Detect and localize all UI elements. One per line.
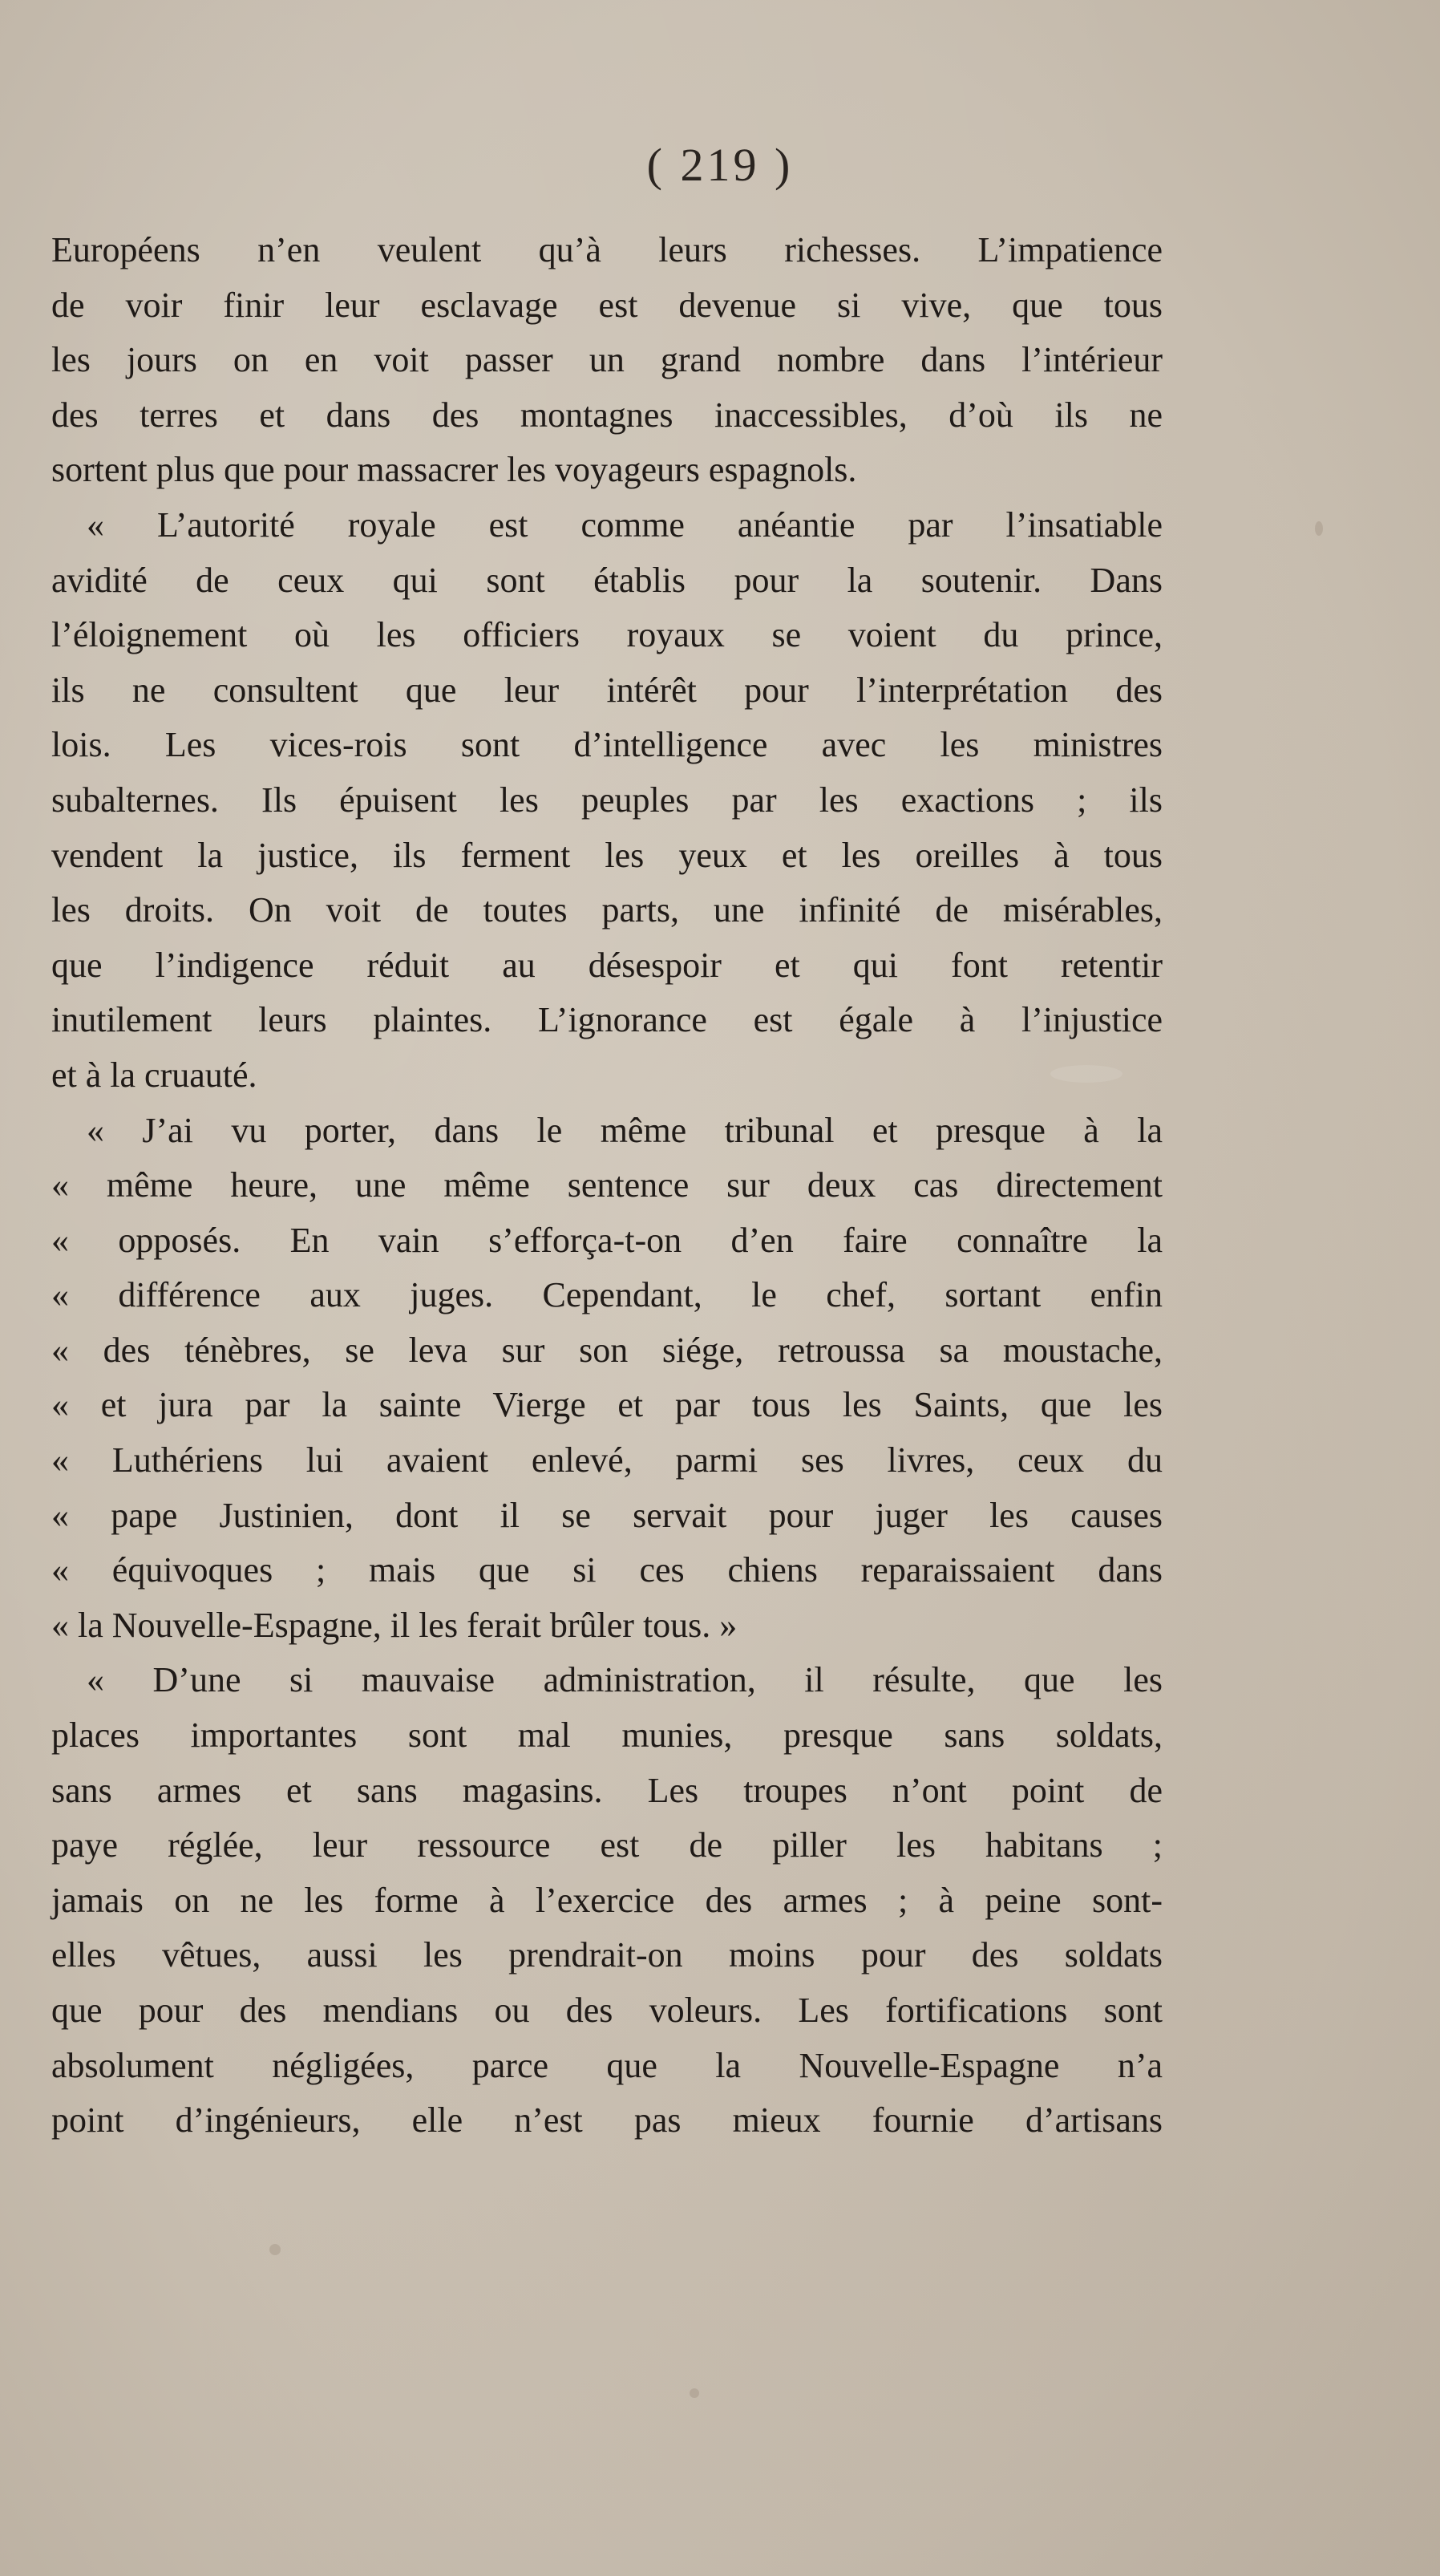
text-line: que pour des mendians ou des voleurs. Les fortifications sont — [51, 1991, 1163, 2030]
text-line: Européens n’en veulent qu’à leurs richesses. L’impatience — [51, 230, 1163, 269]
page-number: ( 219 ) — [646, 139, 794, 191]
text-line: ils ne consultent que leur intérêt pour l’interprétation des — [51, 670, 1163, 710]
text-line: « opposés. En vain s’efforça-t-on d’en faire connaître la — [51, 1220, 1163, 1260]
text-line: « des ténèbres, se leva sur son siége, retroussa sa moustache, — [51, 1330, 1163, 1370]
paper-stain — [1315, 521, 1323, 536]
text-line: absolument négligées, parce que la Nouvelle-Espagne n’a — [51, 2045, 1163, 2085]
text-line: et à la cruauté. — [51, 1055, 257, 1095]
text-line: « Luthériens lui avaient enlevé, parmi ses livres, ceux du — [51, 1440, 1163, 1480]
text-line: jamais on ne les forme à l’exercice des armes ; à peine sont- — [51, 1880, 1163, 1920]
text-line: inutilement leurs plaintes. L’ignorance est égale à l’injustice — [51, 1000, 1163, 1040]
text-line: sans armes et sans magasins. Les troupes n’ont point de — [51, 1770, 1163, 1810]
text-line: « différence aux juges. Cependant, le chef, sortant enfin — [51, 1275, 1163, 1315]
text-line: « L’autorité royale est comme anéantie par l’insatiable — [87, 504, 1163, 545]
text-line: que l’indigence réduit au désespoir et qui font retentir — [51, 945, 1163, 985]
text-line: paye réglée, leur ressource est de piller les habitans ; — [51, 1825, 1163, 1865]
text-line: lois. Les vices-rois sont d’intelligence avec les ministres — [51, 725, 1163, 765]
text-line: les droits. On voit de toutes parts, une infinité de misérables, — [51, 890, 1163, 930]
text-line: subalternes. Ils épuisent les peuples par les exactions ; ils — [51, 780, 1163, 820]
text-line: « D’une si mauvaise administration, il résulte, que les — [87, 1660, 1163, 1700]
text-line: l’éloignement où les officiers royaux se voient du prince, — [51, 615, 1163, 655]
text-line: « même heure, une même sentence sur deux cas directement — [51, 1165, 1163, 1205]
text-line: « et jura par la sainte Vierge et par tous les Saints, que les — [51, 1385, 1163, 1425]
text-line: sortent plus que pour massacrer les voyageurs espagnols. — [51, 450, 857, 490]
text-line: de voir finir leur esclavage est devenue si vive, que tous — [51, 285, 1163, 325]
text-line: elles vêtues, aussi les prendrait-on moins pour des soldats — [51, 1935, 1163, 1975]
text-line: « J’ai vu porter, dans le même tribunal et presque à la — [87, 1110, 1163, 1150]
paper-stain — [269, 2244, 281, 2255]
text-line: « la Nouvelle-Espagne, il les ferait brûler tous. » — [51, 1605, 738, 1645]
text-line: « équivoques ; mais que si ces chiens reparaissaient dans — [51, 1550, 1163, 1590]
paper-stain — [690, 2388, 699, 2398]
text-line: point d’ingénieurs, elle n’est pas mieux fournie d’artisans — [51, 2100, 1163, 2141]
text-line: des terres et dans des montagnes inaccessibles, d’où ils ne — [51, 395, 1163, 435]
text-line: vendent la justice, ils ferment les yeux et les oreilles à tous — [51, 835, 1163, 875]
text-line: places importantes sont mal munies, presque sans soldats, — [51, 1715, 1163, 1756]
body-text — [51, 223, 1163, 2149]
text-line: les jours on en voit passer un grand nombre dans l’intérieur — [51, 340, 1163, 380]
text-line: « pape Justinien, dont il se servait pour juger les causes — [51, 1495, 1163, 1535]
text-line: avidité de ceux qui sont établis pour la soutenir. Dans — [51, 560, 1163, 600]
